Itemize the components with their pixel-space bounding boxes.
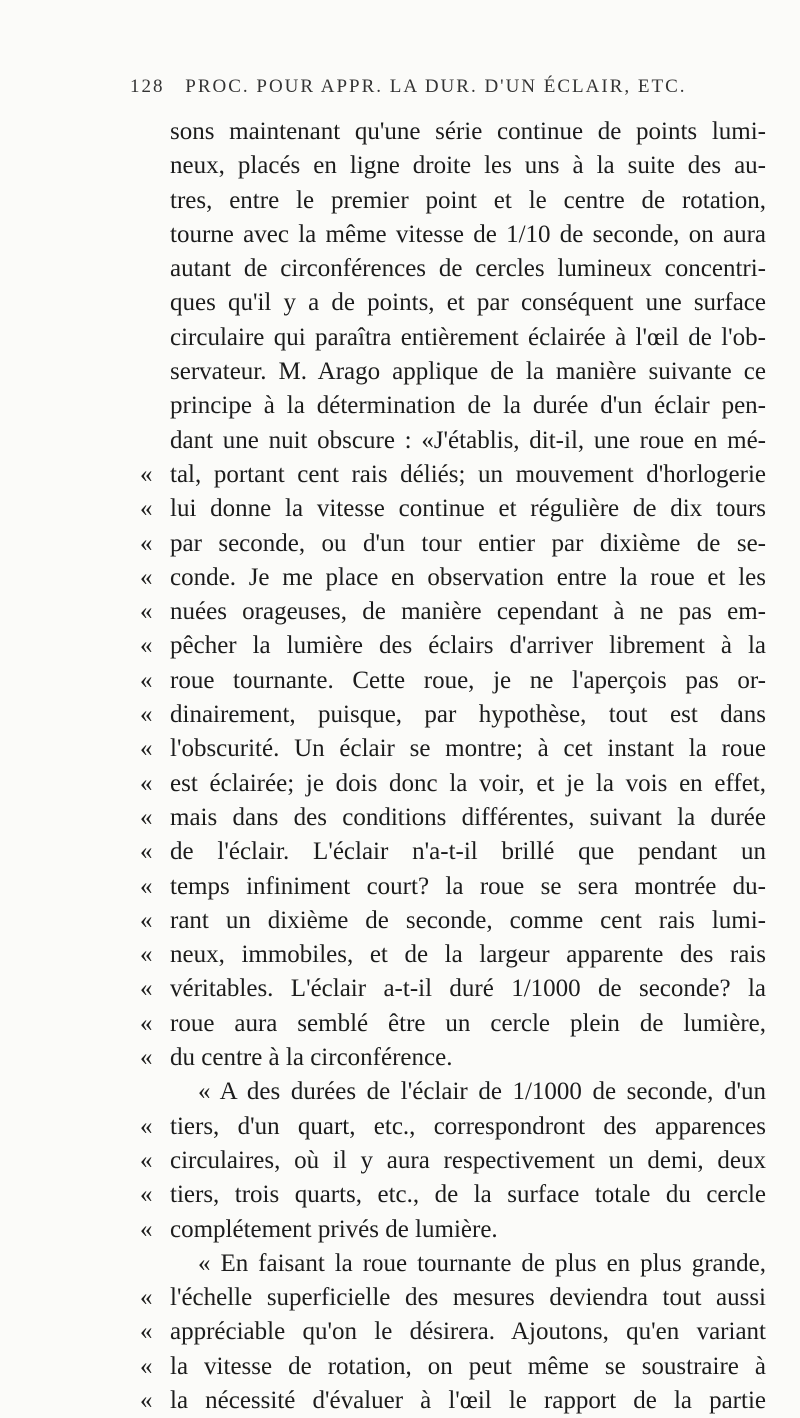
line-text: « A des durées de l'éclair de 1/1000 de seconde, d'un [198,1078,766,1106]
text-line [170,115,766,149]
quote-mark: « [140,975,153,1003]
text-line [170,218,766,252]
text-line [170,286,766,320]
line-text: dinairement, puisque, par hypothèse, tout est dans [170,701,766,729]
quote-mark: « [140,529,153,557]
text-line [140,458,766,492]
text-line [140,698,766,732]
text-line [140,629,766,663]
line-text: nuées orageuses, de manière cependant à ne pas em- [170,598,766,626]
text-line [170,184,766,218]
quote-mark: « [140,906,153,934]
text-line [170,424,766,458]
line-text: principe à la détermination de la durée d'un éclair pen- [170,392,766,420]
line-text: tres, entre le premier point et le centre de rotation, [170,186,766,214]
line-text: « En faisant la roue tournante de plus en plus grande, [198,1249,766,1277]
line-text: tal, portant cent rais déliés; un mouvement d'horlogerie [170,460,766,488]
text-line [140,732,766,766]
line-text: l'échelle superficielle des mesures deviendra tout aussi [170,1284,766,1312]
quote-mark: « [140,1215,153,1243]
text-line [140,870,766,904]
text-line [140,1213,766,1247]
text-line [140,1041,766,1075]
line-text: servateur. M. Arago applique de la manière suivante ce [170,358,766,386]
line-text: complétement privés de lumière. [170,1215,498,1243]
line-text: par seconde, ou d'un tour entier par dixième de se- [170,529,766,557]
text-line [170,252,766,286]
text-line [140,972,766,1006]
line-text: la nécessité d'évaluer à l'œil le rapport de la partie [170,1386,766,1414]
text-line [170,1247,766,1281]
quote-mark: « [140,1044,153,1072]
line-text: est éclairée; je dois donc la voir, et je la vois en effet, [170,769,766,797]
line-text: ques qu'il y a de points, et par conséquent une surface [170,289,766,317]
running-title: PROC. POUR APPR. LA DUR. D'UN ÉCLAIR, ETC. [185,76,687,97]
text-line [140,1315,766,1349]
text-line [140,561,766,595]
line-text: l'obscurité. Un éclair se montre; à cet instant la roue [170,735,766,763]
line-text: roue aura semblé être un cercle plein de lumière, [170,1009,766,1037]
quote-mark: « [140,495,153,523]
line-text: temps infiniment court? la roue se sera montrée du- [170,872,766,900]
quote-mark: « [140,1284,153,1312]
line-text: neux, immobiles, et de la largeur apparente des rais [170,941,766,969]
quote-mark: « [140,1112,153,1140]
quote-mark: « [140,769,153,797]
text-line [140,1350,766,1384]
text-line [140,904,766,938]
quote-mark: « [140,563,153,591]
text-line [140,1007,766,1041]
text-line [170,355,766,389]
quote-mark: « [140,598,153,626]
running-header [130,76,690,98]
page-number: 128 [130,76,165,97]
text-line [140,767,766,801]
quote-mark: « [140,1386,153,1414]
line-text: tiers, trois quarts, etc., de la surface totale du cercle [170,1181,766,1209]
line-text: véritables. L'éclair a-t-il duré 1/1000 de seconde? la [170,975,766,1003]
body-text [140,115,766,1418]
quote-mark: « [140,460,153,488]
text-line [140,1144,766,1178]
line-text: roue tournante. Cette roue, je ne l'aperçois pas or- [170,666,766,694]
text-line [170,149,766,183]
line-text: tiers, d'un quart, etc., correspondront des apparences [170,1112,766,1140]
quote-mark: « [140,632,153,660]
quote-mark: « [140,666,153,694]
quote-mark: « [140,1146,153,1174]
text-line [140,1281,766,1315]
text-line [140,492,766,526]
text-line [170,1075,766,1109]
text-line [140,595,766,629]
text-line [140,801,766,835]
text-line [140,1110,766,1144]
text-line [140,1178,766,1212]
text-line [140,1384,766,1418]
line-text: rant un dixième de seconde, comme cent rais lumi- [170,906,766,934]
quote-mark: « [140,1009,153,1037]
quote-mark: « [140,735,153,763]
line-text: conde. Je me place en observation entre la roue et les [170,563,766,591]
text-line [170,321,766,355]
line-text: lui donne la vitesse continue et régulière de dix tours [170,495,766,523]
text-line [140,835,766,869]
line-text: circulaires, où il y aura respectivement un demi, deux [170,1146,766,1174]
text-line [170,389,766,423]
line-text: du centre à la circonférence. [170,1044,453,1072]
quote-mark: « [140,1352,153,1380]
line-text: dant une nuit obscure : «J'établis, dit-il, une roue en mé- [170,426,766,454]
line-text: de l'éclair. L'éclair n'a-t-il brillé que pendant un [170,838,766,866]
line-text: tourne avec la même vitesse de 1/10 de seconde, on aura [170,220,766,248]
text-line [140,527,766,561]
line-text: sons maintenant qu'une série continue de points lumi- [170,118,766,145]
line-text: circulaire qui paraîtra entièrement éclairée à l'œil de l'ob- [170,323,766,351]
line-text: appréciable qu'on le désirera. Ajoutons, qu'en variant [170,1318,766,1346]
quote-mark: « [140,838,153,866]
quote-mark: « [140,803,153,831]
line-text: neux, placés en ligne droite les uns à la suite des au- [170,152,766,180]
line-text: pêcher la lumière des éclairs d'arriver librement à la [170,632,766,660]
line-text: autant de circonférences de cercles lumineux concentri- [170,255,766,283]
quote-mark: « [140,941,153,969]
quote-mark: « [140,1181,153,1209]
line-text: mais dans des conditions différentes, suivant la durée [170,803,766,831]
text-line [140,664,766,698]
text-line [140,938,766,972]
quote-mark: « [140,872,153,900]
quote-mark: « [140,1318,153,1346]
line-text: la vitesse de rotation, on peut même se soustraire à [170,1352,766,1380]
quote-mark: « [140,701,153,729]
